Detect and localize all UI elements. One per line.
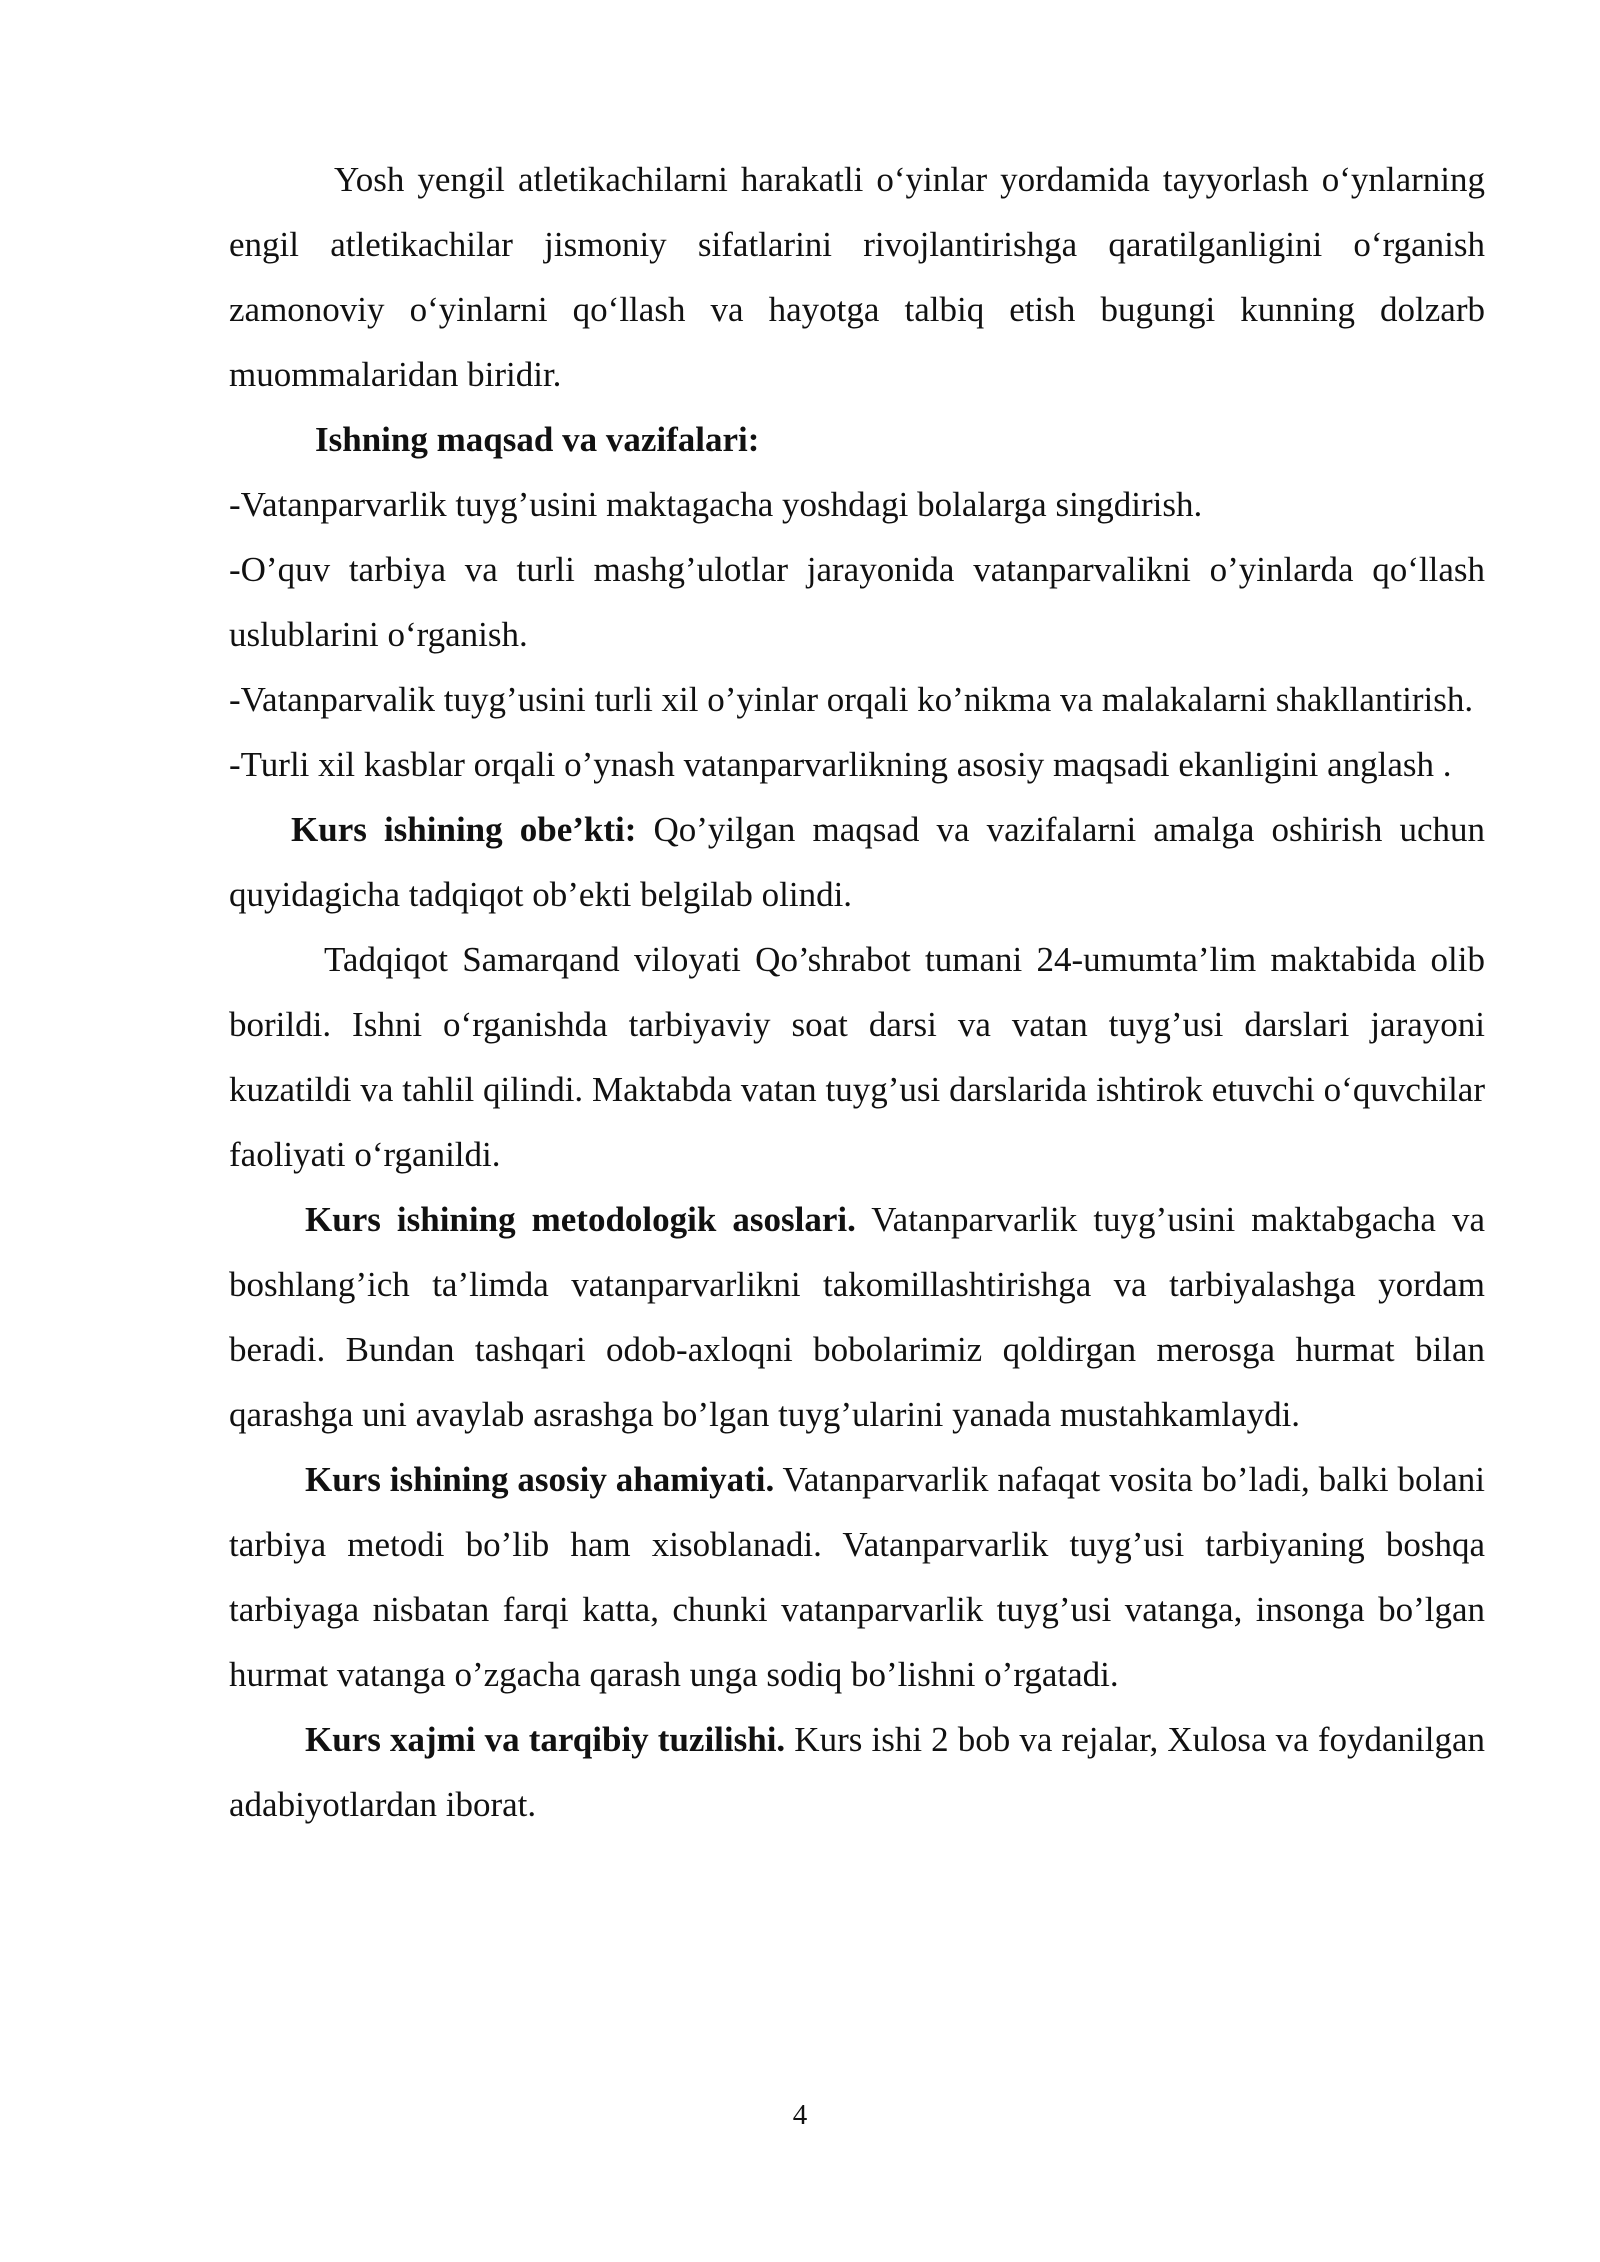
paragraph-research-place [229, 927, 1485, 1187]
paragraph-text: Vatanparvarlik nafaqat vosita bo’ladi, balki bolani tarbiya metodi bo’lib ham xisoblanadi. Vatanparvarlik tuyg’usi tarbiyaning boshqa tarbiyaga nisbatan farqi katta, chunki vatanparvarlik tuyg’usi vatanga, insonga bo’lgan hurmat vatanga o’zgacha qarash unga sodiq bo’lishni o’rgatadi. [229, 1460, 1485, 1694]
paragraph-lead: Kurs xajmi va tarqibiy tuzilishi. [305, 1720, 786, 1759]
paragraph-importance [229, 1447, 1485, 1707]
paragraph-intro [229, 147, 1485, 407]
heading-goals [229, 407, 1485, 472]
paragraph-text: Kurs ishi 2 bob va rejalar, Xulosa va foydanilgan adabiyotlardan iborat. [229, 1720, 1485, 1824]
paragraph-lead: Kurs ishining obe’kti: [291, 810, 637, 849]
paragraph-lead: Kurs ishining asosiy ahamiyati. [305, 1460, 775, 1499]
page-number: 4 [792, 2099, 808, 2131]
list-item-goal-4 [229, 732, 1485, 797]
list-item-text: -Vatanparvalik tuyg’usini turli xil o’yinlar orqali ko’nikma va malakalarni shakllantirish. [229, 680, 1474, 719]
heading-text: Ishning maqsad va vazifalari: [315, 420, 760, 459]
list-item-goal-2 [229, 537, 1485, 667]
list-item-text: -O’quv tarbiya va turli mashg’ulotlar jarayonida vatanparvalikni o’yinlarda qo‘llash uslublarini o‘rganish. [229, 550, 1485, 654]
paragraph-text: Tadqiqot Samarqand viloyati Qo’shrabot tumani 24-umumta’lim maktabida olib borildi. Ishni o‘rganishda tarbiyaviy soat darsi va vatan tuyg’usi darslari jarayoni kuzatildi va tahlil qilindi. Maktabda vatan tuyg’usi darslarida ishtirok etuvchi o‘quvchilar faoliyati o‘rganildi. [229, 940, 1485, 1174]
page-body [229, 147, 1485, 1837]
paragraph-lead: Kurs ishining metodologik asoslari. [305, 1200, 856, 1239]
paragraph-structure [229, 1707, 1485, 1837]
list-item-text: -Turli xil kasblar orqali o’ynash vatanparvarlikning asosiy maqsadi ekanligini anglash . [229, 745, 1452, 784]
paragraph-text: Qo’yilgan maqsad va vazifalarni amalga oshirish uchun quyidagicha tadqiqot ob’ekti belgilab olindi. [229, 810, 1485, 914]
paragraph-methodology [229, 1187, 1485, 1447]
paragraph-text: Yosh yengil atletikachilarni harakatli o‘yinlar yordamida tayyorlash o‘ynlarning engil atletikachilar jismoniy sifatlarini rivojlantirishga qaratilganligini o‘rganish zamonoviy o‘yinlarni qo‘llash va hayotga talbiq etish bugungi kunning dolzarb muommalaridan biridir. [229, 160, 1485, 394]
list-item-text: -Vatanparvarlik tuyg’usini maktagacha yoshdagi bolalarga singdirish. [229, 485, 1203, 524]
paragraph-text: Vatanparvarlik tuyg’usini maktabgacha va boshlang’ich ta’limda vatanparvarlikni takomillashtirishga va tarbiyalashga yordam beradi. Bundan tashqari odob-axloqni bobolarimiz qoldirgan merosga hurmat bilan qarashga uni avaylab asrashga bo’lgan tuyg’ularini yanada mustahkamlaydi. [229, 1200, 1486, 1434]
list-item-goal-3 [229, 667, 1485, 732]
paragraph-object [229, 797, 1485, 927]
list-item-goal-1 [229, 472, 1485, 537]
